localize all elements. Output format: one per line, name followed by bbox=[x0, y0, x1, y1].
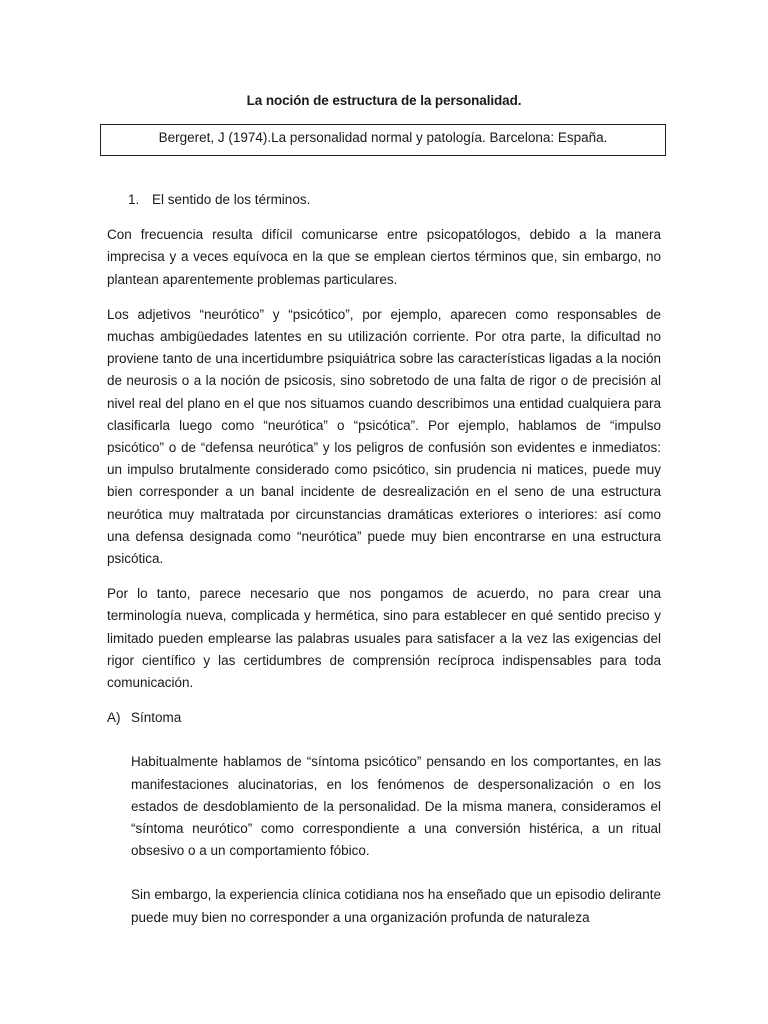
section-heading-a bbox=[107, 707, 661, 729]
section-title: Síntoma bbox=[131, 710, 182, 726]
section-number: 1. bbox=[128, 192, 140, 207]
paragraph-a1: Habitualmente hablamos de “síntoma psicótico” pensando en los comportantes, en las manifestaciones alucinatorias, en los fenómenos de despersonalización o en los estados de desdoblamiento de la personalidad. De la misma manera, consideramos el “síntoma neurótico” como correspondiente a una conversión histérica, a un ritual obsesivo o a un comportamiento fóbico. bbox=[131, 754, 661, 859]
section-title: El sentido de los términos. bbox=[152, 192, 311, 207]
section-heading-1 bbox=[128, 189, 661, 211]
paragraph-a2: Sin embargo, la experiencia clínica cotidiana nos ha enseñado que un episodio delirante puede muy bien no corresponder a una organización profunda de naturaleza bbox=[131, 887, 661, 925]
citation-box bbox=[100, 124, 666, 156]
paragraph-3: Por lo tanto, parece necesario que nos pongamos de acuerdo, no para crear una terminología nueva, complicada y hermética, sino para establecer en qué sentido preciso y limitado pueden emplearse las palabras usuales para satisfacer a la vez las exigencias del rigor científico y las certidumbres de comprensión recíproca indispensables para toda comunicación. bbox=[107, 586, 661, 691]
paragraph-1: Con frecuencia resulta difícil comunicarse entre psicopatólogos, debido a la manera imprecisa y a veces equívoca en la que se emplean ciertos términos que, sin embargo, no plantean aparentemente problemas particulares. bbox=[107, 227, 661, 287]
citation-text: Bergeret, J (1974).La personalidad normal y patología. Barcelona: España. bbox=[158, 130, 608, 145]
page-title: La noción de estructura de la personalidad. bbox=[246, 93, 522, 108]
paragraph-2: Los adjetivos “neurótico” y “psicótico”, por ejemplo, aparecen como responsables de muchas ambigüedades latentes en su utilización corriente. Por otra parte, la dificultad no proviene tanto de una incertidumbre psiquiátrica sobre las características ligadas a la noción de neurosis o a la noción de psicosis, sino sobretodo de una falta de rigor o de precisión al nivel real del plano en el que nos situamos cuando describimos una entidad cualquiera para clasificarla luego como “neurótica” o “psicótica”. Por ejemplo, hablamos de “impulso psicótico” o de “defensa neurótica” y los peligros de confusión son evidentes e inmediatos: un impulso brutalmente considerado como psicótico, sin prudencia ni matices, puede muy bien corresponder a un banal incidente de desrealización en el seno de una estructura neurótica muy maltratada por circunstancias dramáticas exteriores o interiores: así como una defensa designada como “neurótica” puede muy bien encontrarse en una estructura psicótica. bbox=[107, 306, 661, 567]
section-letter: A) bbox=[107, 710, 121, 726]
document-body bbox=[107, 189, 661, 942]
